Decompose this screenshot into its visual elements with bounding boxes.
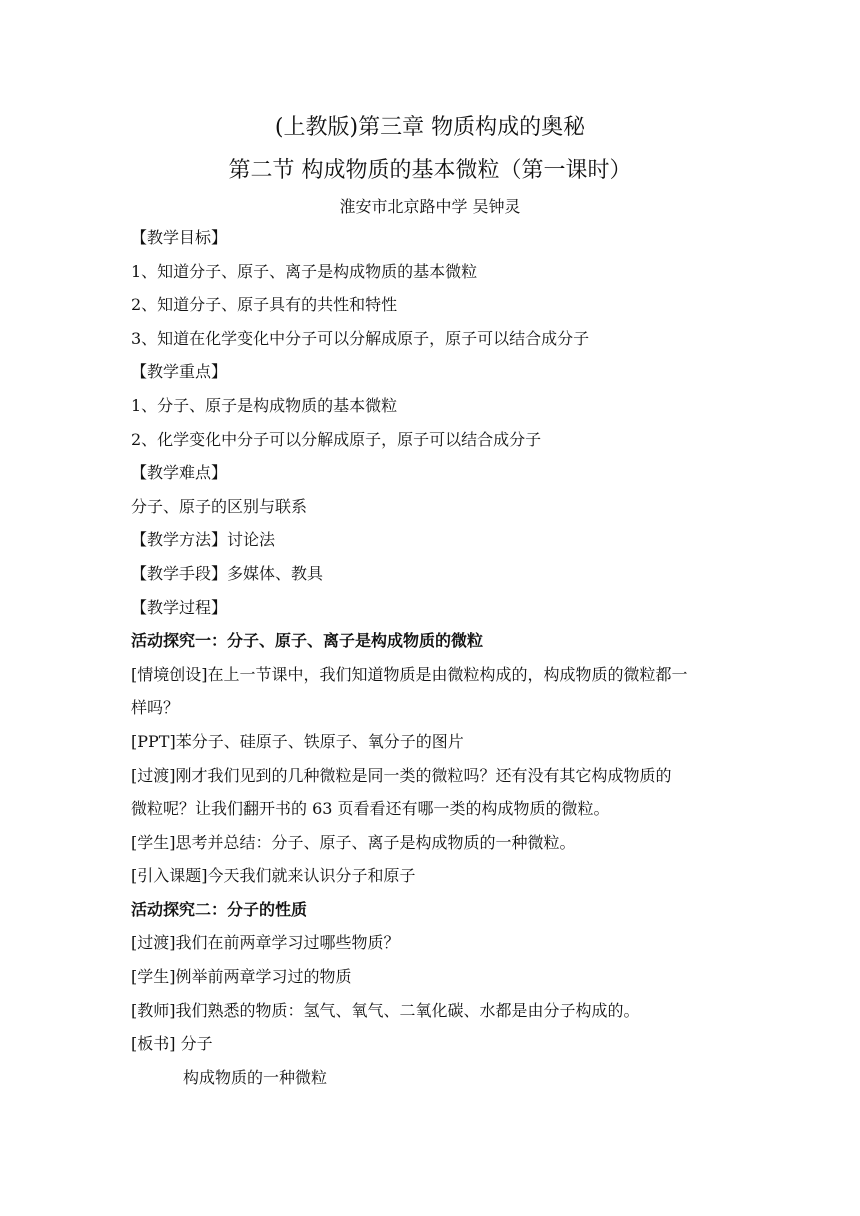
difficulty-item: 分子、原子的区别与联系: [131, 496, 308, 516]
board-note: [板书] 分子: [131, 1034, 213, 1054]
document-subtitle: 第二节 构成物质的基本微粒（第一课时）: [228, 158, 632, 183]
section-heading-process: 【教学过程】: [131, 597, 228, 617]
paragraph-line: [学生]思考并总结：分子、原子、离子是构成物质的一种微粒。: [131, 832, 576, 852]
section-heading-key-points: 【教学重点】: [131, 362, 228, 382]
key-point-item: 2、化学变化中分子可以分解成原子，原子可以结合成分子: [131, 429, 542, 449]
paragraph-line: [学生]例举前两章学习过的物质: [131, 967, 352, 987]
key-point-item: 1、分子、原子是构成物质的基本微粒: [131, 395, 398, 415]
paragraph-line: [引入课题]今天我们就来认识分子和原子: [131, 866, 416, 886]
paragraph-line: 微粒呢？让我们翻开书的 63 页看看还有哪一类的构成物质的微粒。: [131, 799, 610, 819]
paragraph-line: [情境创设]在上一节课中，我们知道物质是由微粒构成的，构成物质的微粒都一: [131, 664, 688, 684]
activity-heading-one: 活动探究一：分子、原子、离子是构成物质的微粒: [131, 631, 484, 651]
teaching-means: 【教学手段】多媒体、教具: [131, 563, 324, 583]
paragraph-line: [过渡]我们在前两章学习过哪些物质？: [131, 933, 400, 953]
teaching-method: 【教学方法】讨论法: [131, 530, 276, 550]
paragraph-line: [过渡]刚才我们见到的几种微粒是同一类的微粒吗？还有没有其它构成物质的: [131, 765, 672, 785]
section-heading-difficulties: 【教学难点】: [131, 463, 228, 483]
objective-item: 1、知道分子、原子、离子是构成物质的基本微粒: [131, 261, 478, 281]
author-line: 淮安市北京路中学 吴钟灵: [339, 197, 521, 216]
paragraph-line: [教师]我们熟悉的物质：氢气、氧气、二氧化碳、水都是由分子构成的。: [131, 1000, 640, 1020]
section-heading-objectives: 【教学目标】: [131, 228, 228, 247]
paragraph-line: [PPT]苯分子、硅原子、铁原子、氧分子的图片: [131, 731, 464, 751]
activity-heading-two: 活动探究二：分子的性质: [131, 899, 308, 919]
document-title: (上教版)第三章 物质构成的奥秘: [274, 115, 586, 140]
objective-item: 3、知道在化学变化中分子可以分解成原子，原子可以结合成分子: [131, 328, 590, 348]
objective-item: 2、知道分子、原子具有的共性和特性: [131, 295, 398, 315]
board-note-detail: 构成物质的一种微粒: [183, 1067, 328, 1087]
paragraph-line: 样吗？: [131, 698, 180, 718]
document-body: [131, 221, 741, 1094]
